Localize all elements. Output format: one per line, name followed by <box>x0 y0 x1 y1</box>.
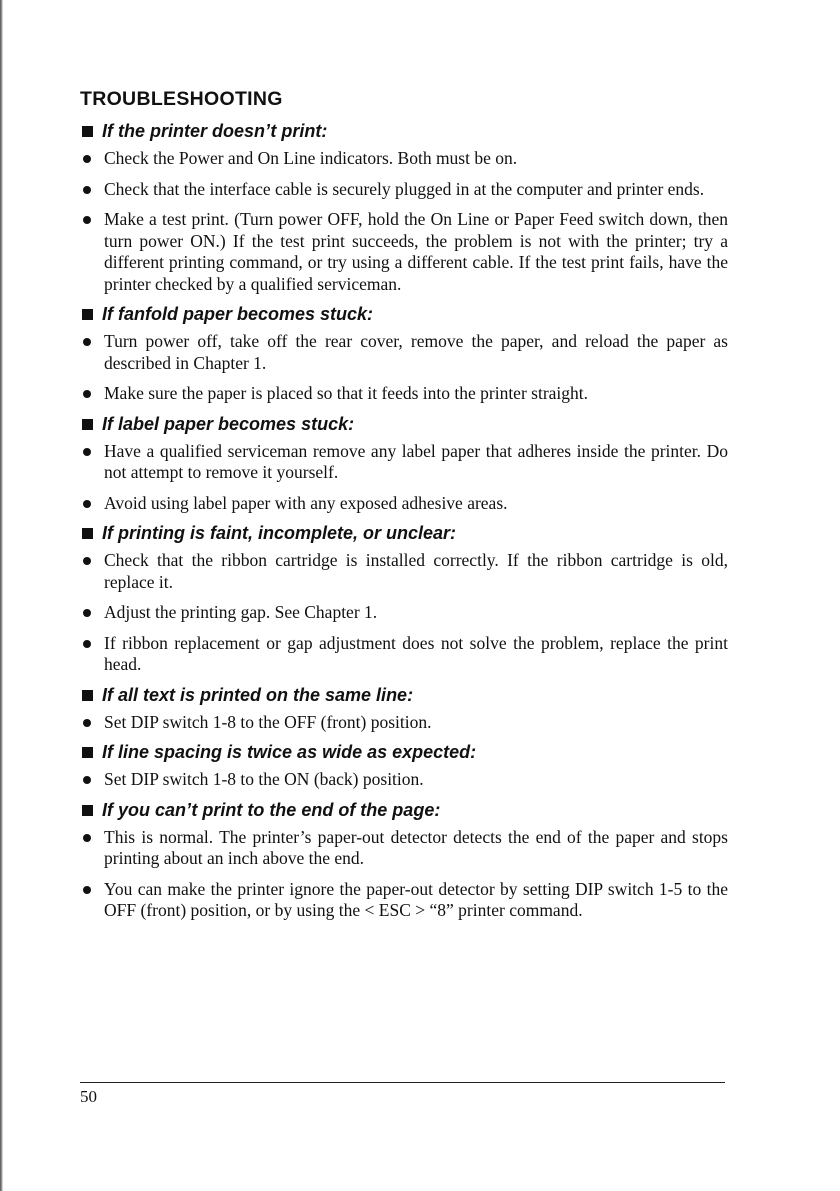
bullet-dot-icon <box>83 776 91 784</box>
troubleshooting-section <box>80 685 728 734</box>
list-item-text: Make sure the paper is placed so that it feeds into the printer straight. <box>104 383 589 403</box>
list-item-text: If ribbon replacement or gap adjustment does not solve the problem, replace the print head. <box>104 632 728 674</box>
list-item <box>80 769 728 791</box>
bullet-dot-icon <box>83 216 91 224</box>
page-number: 50 <box>80 1087 97 1106</box>
list-item <box>80 633 728 676</box>
list-item <box>80 879 728 922</box>
bullet-list <box>80 712 728 734</box>
bullet-dot-icon <box>83 186 91 194</box>
list-item-text: Turn power off, take off the rear cover, remove the paper, and reload the paper as described in Chapter 1. <box>104 331 728 373</box>
section-heading <box>80 742 728 763</box>
bullet-list <box>80 331 728 405</box>
section-heading-text: If all text is printed on the same line: <box>102 684 414 705</box>
bullet-list <box>80 827 728 922</box>
list-item <box>80 493 728 515</box>
bullet-list <box>80 148 728 295</box>
square-bullet-icon <box>82 805 93 816</box>
bullet-dot-icon <box>83 155 91 163</box>
list-item <box>80 148 728 170</box>
section-heading-text: If line spacing is twice as wide as expected: <box>102 742 477 762</box>
list-item-text: Check that the ribbon cartridge is installed correctly. If the ribbon cartridge is old, replace it. <box>104 550 728 592</box>
list-item <box>80 331 728 374</box>
bullet-dot-icon <box>83 448 91 456</box>
square-bullet-icon <box>82 419 93 430</box>
list-item-text: Set DIP switch 1-8 to the ON (back) position. <box>104 769 424 789</box>
list-item-text: Adjust the printing gap. See Chapter 1. <box>104 602 378 622</box>
bullet-dot-icon <box>83 338 91 346</box>
square-bullet-icon <box>82 309 93 320</box>
list-item <box>80 383 728 405</box>
list-item <box>80 602 728 624</box>
list-item-text: Have a qualified serviceman remove any label paper that adheres inside the printer. Do not attempt to remove it yourself. <box>104 440 728 482</box>
troubleshooting-section <box>80 121 728 295</box>
bullet-dot-icon <box>83 500 91 508</box>
bullet-dot-icon <box>83 557 91 565</box>
troubleshooting-section <box>80 800 728 922</box>
section-heading-text: If fanfold paper becomes stuck: <box>102 304 374 324</box>
bullet-dot-icon <box>83 609 91 617</box>
sections-container <box>80 121 728 922</box>
list-item <box>80 550 728 593</box>
list-item-text: You can make the printer ignore the paper-out detector by setting DIP switch 1-5 to the OFF (front) position, or by using the < ESC > “8” printer command. <box>104 878 728 920</box>
section-heading-text: If printing is faint, incomplete, or unclear: <box>102 523 457 543</box>
list-item-text: Set DIP switch 1-8 to the OFF (front) position. <box>104 711 432 732</box>
section-heading <box>80 685 728 706</box>
section-heading <box>80 800 728 821</box>
bullet-dot-icon <box>83 886 91 894</box>
list-item-text: Avoid using label paper with any exposed adhesive areas. <box>104 492 508 513</box>
footer-rule <box>80 1082 725 1083</box>
square-bullet-icon <box>82 690 93 701</box>
list-item-text: Check that the interface cable is securely plugged in at the computer and printer ends. <box>104 178 705 199</box>
bullet-list <box>80 441 728 515</box>
page-content <box>80 88 728 931</box>
troubleshooting-section <box>80 414 728 515</box>
section-heading <box>80 523 728 544</box>
bullet-dot-icon <box>83 390 91 398</box>
square-bullet-icon <box>82 528 93 539</box>
section-heading <box>80 414 728 435</box>
list-item <box>80 712 728 734</box>
section-heading <box>80 304 728 325</box>
troubleshooting-section <box>80 304 728 405</box>
list-item <box>80 179 728 201</box>
bullet-dot-icon <box>83 640 91 648</box>
bullet-list <box>80 550 728 676</box>
scan-edge <box>0 0 3 1191</box>
list-item-text: This is normal. The printer’s paper-out detector detects the end of the paper and stops printing about an inch above the end. <box>104 826 728 868</box>
bullet-dot-icon <box>83 834 91 842</box>
troubleshooting-section <box>80 742 728 791</box>
bullet-dot-icon <box>83 719 91 727</box>
list-item <box>80 209 728 295</box>
section-heading-text: If label paper becomes stuck: <box>102 413 355 434</box>
list-item <box>80 441 728 484</box>
square-bullet-icon <box>82 747 93 758</box>
section-heading-text: If you can’t print to the end of the page: <box>102 799 441 820</box>
section-heading <box>80 121 728 142</box>
troubleshooting-section <box>80 523 728 676</box>
list-item-text: Check the Power and On Line indicators. Both must be on. <box>104 148 518 168</box>
list-item-text: Make a test print. (Turn power OFF, hold the On Line or Paper Feed switch down, then turn power ON.) If the test print succeeds, the problem is not with the printer; try a different printing command, or try using a different cable. If the test print fails, have the printer checked by a qualified serviceman. <box>104 209 728 294</box>
section-heading-text: If the printer doesn’t print: <box>102 121 328 141</box>
list-item <box>80 827 728 870</box>
square-bullet-icon <box>82 126 93 137</box>
bullet-list <box>80 769 728 791</box>
page-title: TROUBLESHOOTING <box>80 88 283 110</box>
